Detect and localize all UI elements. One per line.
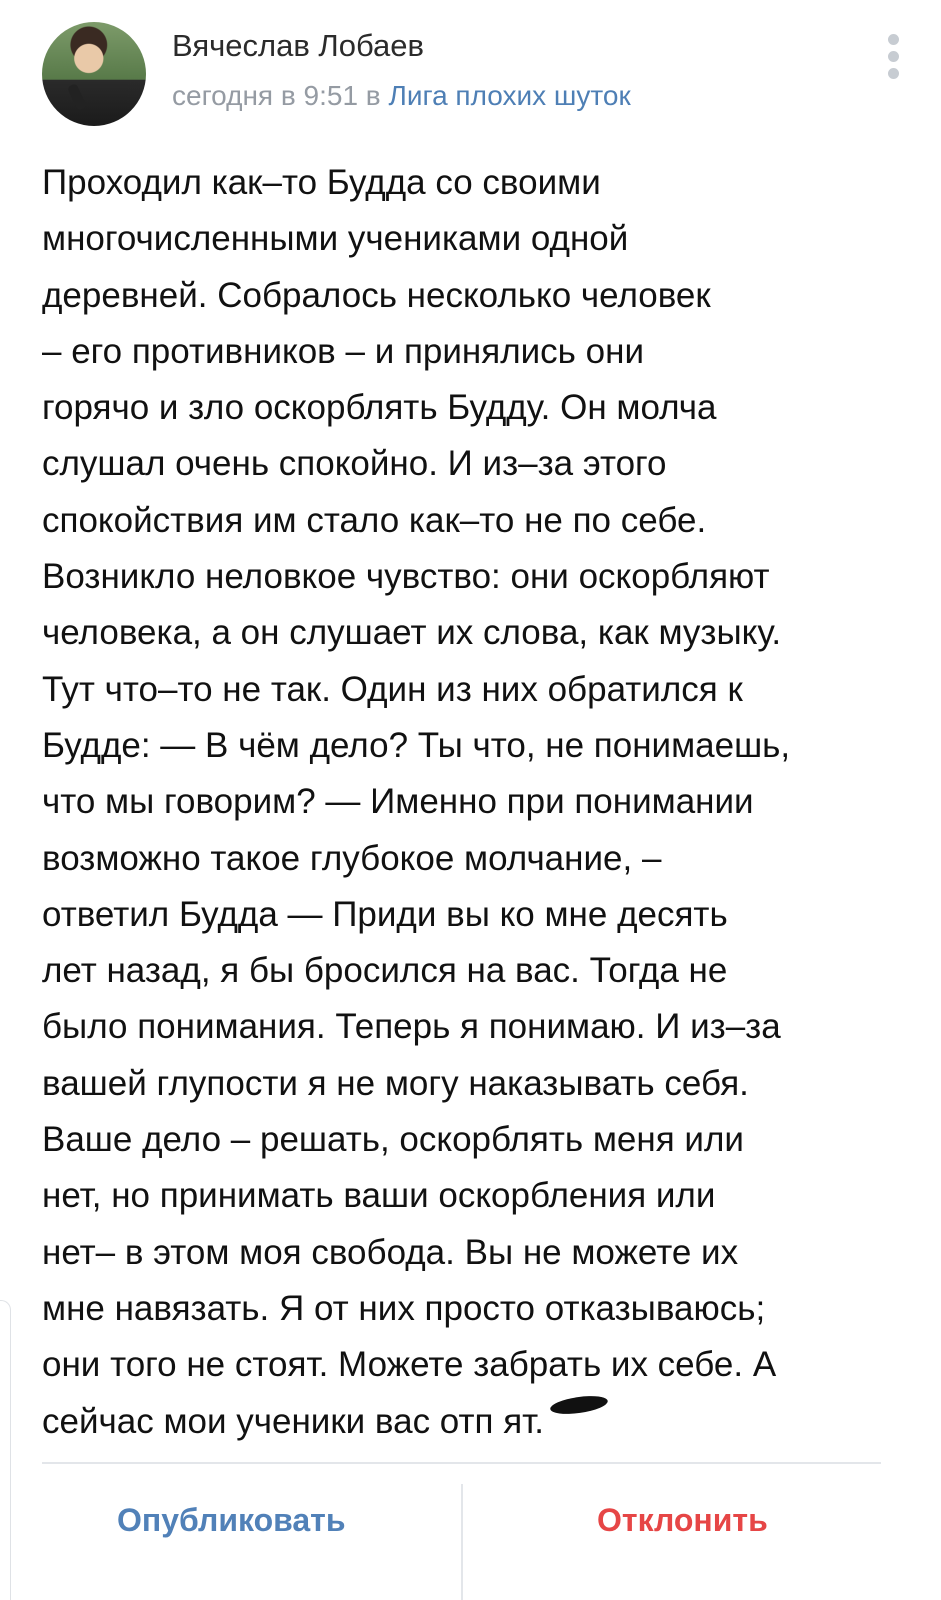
post-body-text: Проходил как–то Будда со своими многочисленными учениками одной деревней. Собралось несколько человек – его противников – и принялись они горячо и зло оскорблять Будду. Он молча слушал очень спокойно. И из–за этого спокойствия им стало как–то не по себе. Возникло неловкое чувство: они оскорбляют человека, а он слушает их слова, как музыку. Тут что–то не так. Один из них обратился к Будде: — В чём дело? Ты что, не понимаешь, что мы говорим? — Именно при понимании возможно такое глубокое молчание, – ответил Будда — Приди вы ко мне десять лет назад, я бы бросился на вас. Тогда не было понимания. Теперь я понимаю. И из–за вашей глупости я не могу наказывать себя. Ваше дело – решать, оскорблять меня или нет, но принимать ваши оскорбления или нет– в этом моя свобода. Вы не можете их мне навязать. Я от них просто отказываюсь; они того не стоят. Можете забрать их себе. А сейчас мои ученики вас отп ят. — [42, 163, 791, 1441]
decline-button[interactable]: Отклонить — [597, 1502, 768, 1538]
menu-dot — [888, 51, 899, 62]
actions-separator — [461, 1484, 463, 1600]
more-vertical-icon[interactable] — [885, 34, 901, 84]
menu-dot — [888, 34, 899, 45]
author-name[interactable]: Вячеслав Лобаев — [172, 28, 424, 63]
meta-preposition: в — [358, 80, 389, 111]
menu-dot — [888, 68, 899, 79]
moderation-actions — [0, 1464, 941, 1600]
publish-button[interactable]: Опубликовать — [117, 1502, 346, 1538]
author-avatar[interactable] — [42, 22, 146, 126]
post-header — [42, 22, 901, 126]
microphone-icon — [67, 83, 87, 111]
group-link[interactable]: Лига плохих шуток — [388, 80, 631, 111]
post-meta — [172, 80, 631, 112]
post-time: сегодня в 9:51 — [172, 80, 359, 111]
